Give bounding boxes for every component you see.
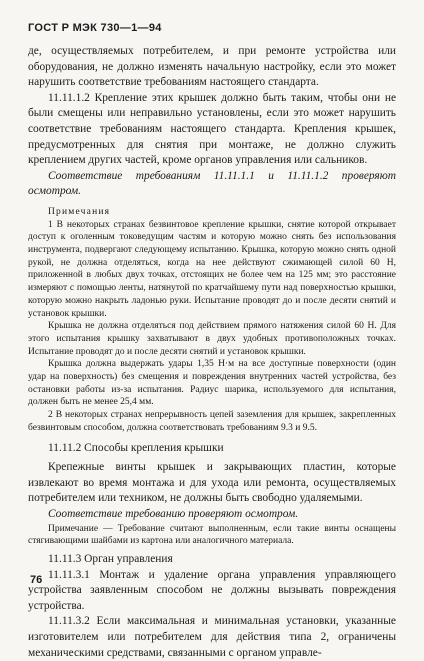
note-1: 1 В некоторых странах безвинтовое крепление крышки, снятие которой открывает доступ к оголенным токоведущим частям и которую можно снять без использования инструмента, подвергают следующему испытанию. Крышка, которую можно снять одной рукой, не должна отделяться, когда на нее действуют сжимающей силой 60 Н, приложенной в любых двух точках, отстоящих не более чем на 125 мм; это расстояние измеряют с помощью ленты, натянутой по кратчайшему пути над поверхностью крышки, которую можно накрыть ладонью руки. Испытание проводят до и после десяти снятий и установок крышки.	[28, 219, 396, 319]
clause-11-11-1-2: 11.11.1.2 Крепление этих крышек должно быть таким, чтобы они не были смещены или неправильно установлены, если это может нарушить соответствие требованиям настоящего стандарта. Крепления крышек, предусмотренных для снятия при монтаже, не должно служить креплением других частей, кроме органов управления или сальников.	[28, 91, 396, 167]
clause-11-11-3-2: 11.11.3.2 Если максимальная и минимальная установки, указанные изготовителем или потребителем для действия типа 2, ограничены механическими средствами, связанными с органом управле-	[28, 615, 396, 659]
page-body	[28, 44, 396, 661]
compliance-check-inspection-2: Соответствие требованию проверяют осмотром.	[48, 507, 299, 520]
clause-11-11-3-1: 11.11.3.1 Монтаж и удаление органа управления управляющего устройства заявленным способом не должны вызывать повреждения устройства.	[28, 568, 396, 612]
compliance-check-inspection: Соответствие требованиям 11.11.1.1 и 11.11.1.2 проверяют осмотром.	[28, 169, 396, 198]
clause-11-11-2-heading: 11.11.2 Способы крепления крышки	[48, 441, 224, 454]
page-number: 76	[30, 574, 43, 586]
page-header: ГОСТ Р МЭК 730—1—94	[28, 22, 162, 34]
note-1-pull-test: Крышка не должна отделяться под действием прямого натяжения силой 60 Н. Для этого испытания крышку захватывают в двух удобных противоположных точках. Испытание проводят до и после десяти снятий и установок крышки.	[28, 321, 396, 357]
paragraph-continuation: де, осуществляемых потребителем, и при ремонте устройства или оборудования, не должно изменять начальную настройку, если это может нарушить соответствие требованиям настоящего стандарта.	[28, 45, 396, 89]
clause-11-11-3-heading: 11.11.3 Орган управления	[48, 552, 173, 565]
note-1-impact-test: Крышка должна выдержать удары 1,35 Н·м на все доступные поверхности (один удар на поверхность) без смещения и повреждения внутренних частей устройства, без остановки работы из-за испытания. Радиус шарика, используемого для испытания, должен быть не менее 25,4 мм.	[28, 359, 396, 408]
note-screws: Примечание — Требование считают выполненным, если такие винты оснащены стягивающими шайбами из картона или аналогичного материала.	[28, 523, 396, 547]
clause-11-11-2-text: Крепежные винты крышек и закрывающих пластин, которые извлекают во время монтажа и для ухода или ремонта, осуществляемых потребителем или техником, не должны быть свободно удаляемыми.	[28, 461, 396, 505]
note-2: 2 В некоторых странах непрерывность цепей заземления для крышек, закрепленных безвинтовым способом, должна соответствовать требованиям 9.3 и 9.5.	[28, 410, 396, 433]
notes-heading: Примечания	[48, 206, 111, 217]
